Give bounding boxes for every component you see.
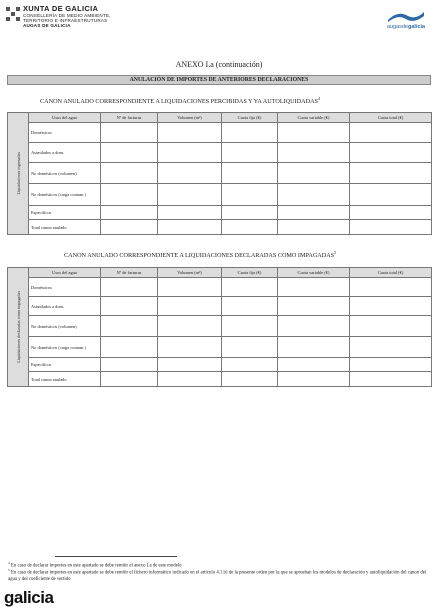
column-header: Nº de facturas (101, 113, 158, 123)
input-cell[interactable] (158, 278, 222, 297)
input-cell[interactable] (101, 184, 158, 206)
column-header: Cuota total (€) (350, 268, 432, 278)
footnote-4-text: En caso de declarar importes en este apartado se debe remitir el anexo I.a de este modelo (10, 563, 182, 569)
table-row (8, 123, 432, 143)
column-header: Cuota variable (€) (278, 268, 350, 278)
wave-logo-icon (386, 10, 426, 24)
input-cell[interactable] (158, 372, 222, 387)
annex-title: ANEXO I.a (continuación) (175, 60, 263, 69)
row-label: Domésticos (29, 123, 101, 143)
row-label: No domésticos (volumen) (29, 316, 101, 337)
input-cell[interactable] (278, 316, 350, 337)
table-row (8, 316, 432, 337)
column-header: Volumen (m³) (158, 113, 222, 123)
input-cell[interactable] (158, 358, 222, 372)
input-cell[interactable] (278, 220, 350, 235)
row-label: Total canon anulado (29, 220, 101, 235)
section1-title (40, 96, 320, 105)
input-cell[interactable] (278, 337, 350, 358)
row-label: Asimilados a dom. (29, 143, 101, 163)
input-cell[interactable] (222, 123, 278, 143)
section2-title-text: CANON ANULADO CORRESPONDIENTE A LIQUIDACIONES DECLARADAS COMO IMPAGADAS (64, 252, 335, 260)
brand-suffix: galicia (408, 24, 426, 30)
row-label: Total canon anulado (29, 372, 101, 387)
input-cell[interactable] (278, 163, 350, 184)
side-label: Liquidaciones declaradas como impagadas (15, 290, 21, 363)
column-header: Usos del agua (29, 268, 101, 278)
side-label: Liquidaciones ingresadas (15, 151, 21, 195)
column-header: Usos del agua (29, 113, 101, 123)
agency-name: AUGAS DE GALICIA (23, 23, 71, 28)
column-header: Nº de facturas (101, 268, 158, 278)
input-cell[interactable] (350, 184, 432, 206)
section2-title (64, 250, 336, 259)
input-cell[interactable] (101, 337, 158, 358)
table-row (8, 206, 432, 220)
input-cell[interactable] (101, 278, 158, 297)
augas-de-galicia-logo (382, 10, 430, 30)
input-cell[interactable] (158, 220, 222, 235)
table-row (8, 143, 432, 163)
input-cell[interactable] (101, 123, 158, 143)
input-cell[interactable] (158, 297, 222, 316)
input-cell[interactable] (350, 220, 432, 235)
input-cell[interactable] (222, 358, 278, 372)
input-cell[interactable] (350, 358, 432, 372)
input-cell[interactable] (350, 297, 432, 316)
input-cell[interactable] (101, 358, 158, 372)
section-banner: ANULACIÓN DE IMPORTES DE ANTERIORES DECLARACIONES (7, 75, 431, 85)
table-row (8, 358, 432, 372)
table-row (8, 278, 432, 297)
input-cell[interactable] (101, 163, 158, 184)
input-cell[interactable] (350, 206, 432, 220)
brand-prefix: augas (386, 24, 402, 30)
input-cell[interactable] (350, 337, 432, 358)
footnote-divider (55, 556, 177, 557)
input-cell[interactable] (350, 163, 432, 184)
input-cell[interactable] (101, 297, 158, 316)
dept-line-2: TERRITORIO E INFRAESTRUTURAS (23, 18, 108, 23)
table-row (8, 337, 432, 358)
input-cell[interactable] (350, 316, 432, 337)
input-cell[interactable] (278, 278, 350, 297)
section1-title-text: CANON ANULADO CORRESPONDIENTE A LIQUIDACIONES PERCIBIDAS Y YA AUTOLIQUIDADAS (40, 98, 318, 106)
xunta-shield-icon (6, 7, 18, 21)
column-header: Cuota variable (€) (278, 113, 350, 123)
column-header: Cuota total (€) (350, 113, 432, 123)
input-cell[interactable] (222, 278, 278, 297)
input-cell[interactable] (101, 206, 158, 220)
input-cell[interactable] (222, 206, 278, 220)
table-row (8, 297, 432, 316)
input-cell[interactable] (158, 316, 222, 337)
input-cell[interactable] (101, 220, 158, 235)
input-cell[interactable] (158, 206, 222, 220)
xunta-header (6, 5, 111, 28)
input-cell[interactable] (101, 372, 158, 387)
footnote-5-text: En caso de declarar importes en este apartado se debe remitir el fichero informático indicado en el artículo 4.1.b) de la presente orden por la que se aprueban los modelos de declaración y autoliquidación del canon del agua y del coeficiente de vertido (8, 570, 427, 582)
input-cell[interactable] (278, 297, 350, 316)
input-cell[interactable] (158, 184, 222, 206)
table-row (8, 184, 432, 206)
row-label: No domésticos (carga contam.) (29, 184, 101, 206)
row-label: Asimilados a dom. (29, 297, 101, 316)
input-cell[interactable] (350, 278, 432, 297)
table-row (8, 220, 432, 235)
section2-note-mark: 5 (334, 250, 337, 255)
table-liquidaciones-impagadas (7, 267, 432, 387)
input-cell[interactable] (278, 358, 350, 372)
input-cell[interactable] (278, 143, 350, 163)
side-label-cell (8, 268, 29, 387)
input-cell[interactable] (278, 206, 350, 220)
footnote-4-mark: 4 (8, 561, 10, 565)
input-cell[interactable] (350, 123, 432, 143)
footnote-5 (8, 567, 428, 583)
input-cell[interactable] (222, 184, 278, 206)
row-label: Específicos (29, 206, 101, 220)
input-cell[interactable] (101, 143, 158, 163)
side-label-cell (8, 113, 29, 235)
column-header: Cuota fija (€) (222, 268, 278, 278)
section1-note-mark: 4 (317, 96, 320, 101)
input-cell[interactable] (222, 143, 278, 163)
row-label: No domésticos (volumen) (29, 163, 101, 184)
row-label: No domésticos (carga contam.) (29, 337, 101, 358)
input-cell[interactable] (158, 163, 222, 184)
input-cell[interactable] (222, 316, 278, 337)
footnote-5-mark: 5 (8, 568, 10, 572)
brand-mid: de (401, 24, 408, 30)
input-cell[interactable] (350, 143, 432, 163)
input-cell[interactable] (158, 123, 222, 143)
dept-line-1: CONSELLERÍA DE MEDIO AMBIENTE, (23, 13, 111, 18)
input-cell[interactable] (278, 372, 350, 387)
row-label: Específicos (29, 358, 101, 372)
input-cell[interactable] (222, 220, 278, 235)
galicia-footer-logo: galicia (4, 588, 54, 607)
input-cell[interactable] (350, 372, 432, 387)
input-cell[interactable] (158, 143, 222, 163)
table-row (8, 372, 432, 387)
input-cell[interactable] (101, 316, 158, 337)
input-cell[interactable] (158, 337, 222, 358)
input-cell[interactable] (222, 163, 278, 184)
input-cell[interactable] (222, 372, 278, 387)
input-cell[interactable] (222, 297, 278, 316)
input-cell[interactable] (222, 337, 278, 358)
table-liquidaciones-ingresadas (7, 112, 432, 235)
input-cell[interactable] (278, 184, 350, 206)
org-title: XUNTA DE GALICIA (23, 4, 99, 13)
column-header: Cuota fija (€) (222, 113, 278, 123)
input-cell[interactable] (278, 123, 350, 143)
table-row (8, 163, 432, 184)
column-header: Volumen (m³) (158, 268, 222, 278)
row-label: Domésticos (29, 278, 101, 297)
